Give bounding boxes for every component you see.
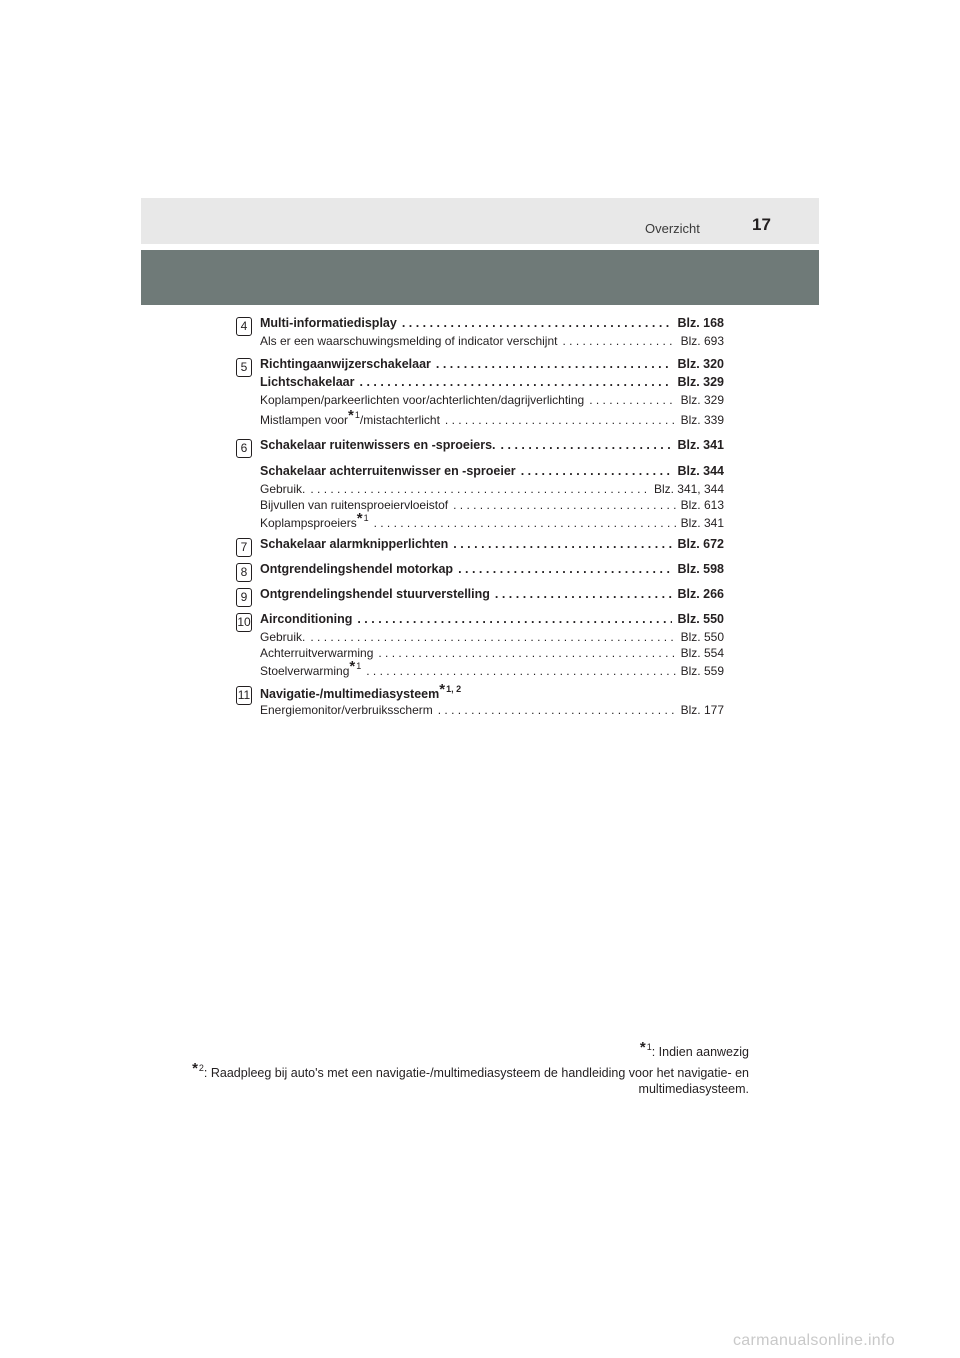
index-group (236, 438, 724, 530)
page-reference[interactable]: Blz. 341 (677, 438, 724, 452)
dot-leader (360, 375, 673, 389)
index-entry[interactable] (260, 357, 724, 375)
dot-leader (378, 646, 675, 660)
page-reference[interactable]: Blz. 266 (677, 587, 724, 601)
dot-leader (521, 464, 673, 478)
entry-label (260, 681, 462, 702)
index-group (236, 681, 724, 719)
entry-label: Gebruik. (260, 482, 306, 496)
dot-leader (357, 612, 672, 626)
footnote-ref: 1 (363, 513, 369, 523)
index-group (236, 316, 724, 350)
asterisk-icon: * (439, 681, 446, 698)
page-reference[interactable]: Blz. 554 (680, 646, 724, 660)
page-reference[interactable]: Blz. 344 (677, 464, 724, 478)
dot-leader (438, 703, 676, 717)
callout-number-badge: 11 (236, 686, 252, 705)
page-reference[interactable]: Blz. 550 (677, 612, 724, 626)
footnote-ref: 1 (356, 661, 362, 671)
index-group (236, 562, 724, 580)
dot-leader (458, 562, 672, 576)
dot-leader (374, 516, 676, 530)
page-reference[interactable]: Blz. 168 (677, 316, 724, 330)
index-subentry[interactable] (260, 498, 724, 514)
page-reference[interactable]: Blz. 341, 344 (653, 482, 724, 496)
dot-leader (310, 630, 675, 644)
page-reference[interactable]: Blz. 341 (680, 516, 724, 530)
entry-label-text: /mistachterlicht (359, 413, 440, 427)
entry-label (260, 510, 369, 531)
entry-label (260, 658, 362, 679)
index-entry[interactable] (260, 612, 724, 630)
dot-leader (453, 498, 676, 512)
entry-label-text: Mistlampen voor (260, 413, 349, 427)
entry-label-text: Stoelverwarming (260, 664, 350, 678)
index-subentry[interactable] (260, 658, 724, 678)
entry-label: Koplampen/parkeerlichten voor/achterlichten/dagrijverlichting (260, 393, 585, 407)
callout-number-badge: 4 (236, 317, 252, 336)
entry-label-text: Koplampsproeiers (260, 516, 357, 530)
footnote-ref: 1, 2 (446, 684, 462, 694)
page-reference[interactable]: Blz. 598 (677, 562, 724, 576)
callout-number-badge: 10 (236, 613, 252, 632)
index-entry[interactable] (260, 464, 724, 482)
entry-label: Schakelaar alarmknipperlichten (260, 537, 449, 551)
index-subentry[interactable] (260, 510, 724, 530)
entry-label: Multi-informatiedisplay (260, 316, 397, 330)
asterisk-icon: * (348, 407, 354, 424)
entry-label-text: Navigatie-/multimediasysteem (260, 687, 440, 701)
page-reference[interactable]: Blz. 550 (680, 630, 724, 644)
page-reference[interactable]: Blz. 693 (680, 334, 724, 348)
header-bar (141, 198, 819, 244)
page-reference[interactable]: Blz. 672 (677, 537, 724, 551)
header-band (141, 250, 819, 305)
dot-leader (366, 664, 675, 678)
dot-leader (402, 316, 673, 330)
index-group (236, 537, 724, 555)
footnotes (189, 1039, 749, 1101)
dot-leader (453, 537, 672, 551)
section-title: Overzicht (645, 221, 700, 236)
entry-label: Richtingaanwijzerschakelaar (260, 357, 431, 371)
entry-label: Gebruik. (260, 630, 306, 644)
index-subentry[interactable] (260, 393, 724, 409)
entry-label: Bijvullen van ruitensproeiervloeistof (260, 498, 449, 512)
dot-leader (436, 357, 673, 371)
dot-leader (495, 587, 673, 601)
index-entry[interactable] (260, 562, 724, 580)
callout-number-badge: 7 (236, 538, 252, 557)
footnote-1: *$^1$: Indien aanwezig (639, 1039, 749, 1059)
dot-leader (501, 438, 673, 452)
dot-leader (589, 393, 675, 407)
entry-label: Lichtschakelaar (260, 375, 355, 389)
page-reference[interactable]: Blz. 177 (680, 703, 724, 717)
index-entry[interactable] (260, 438, 724, 456)
entry-label: Als er een waarschuwingsmelding of indicator verschijnt (260, 334, 558, 348)
entry-label: Energiemonitor/verbruiksscherm (260, 703, 433, 717)
page-reference[interactable]: Blz. 329 (677, 375, 724, 389)
callout-number-badge: 5 (236, 358, 252, 377)
asterisk-icon: * (356, 510, 363, 527)
dot-leader (445, 413, 676, 427)
index-entry[interactable] (260, 681, 724, 703)
asterisk-icon: * (349, 658, 356, 675)
entry-label: Ontgrendelingshendel motorkap (260, 562, 454, 576)
index-subentry[interactable] (260, 703, 724, 719)
footnote-2: *$^2$: Raadpleeg bij auto's met een navigatie-/multimediasysteem de handleiding voor het navigatie- en multimediasysteem. (192, 1060, 749, 1096)
callout-number-badge: 6 (236, 439, 252, 458)
callout-number-badge: 9 (236, 588, 252, 607)
page-reference[interactable]: Blz. 329 (680, 393, 724, 407)
index-subentry[interactable] (260, 646, 724, 662)
entry-label: Ontgrendelingshendel stuurverstelling (260, 587, 490, 601)
watermark: carmanualsonline.info (733, 1332, 895, 1349)
callout-number-badge: 8 (236, 563, 252, 582)
asterisk-icon: * (192, 1060, 198, 1077)
page-number: 17 (752, 215, 771, 234)
dot-leader (562, 334, 675, 348)
index-group (236, 357, 724, 431)
entry-label: Airconditioning (260, 612, 353, 626)
entry-label: Achterruitverwarming (260, 646, 374, 660)
index-group (236, 587, 724, 605)
index-entry[interactable] (260, 375, 724, 393)
page-reference[interactable]: Blz. 613 (680, 498, 724, 512)
footnote-ref: 1 (354, 410, 360, 420)
index-subentry[interactable] (260, 630, 724, 646)
page-reference[interactable]: Blz. 320 (677, 357, 724, 371)
index-subentry[interactable] (260, 334, 724, 350)
index-subentry[interactable] (260, 482, 724, 498)
index-subentry[interactable] (260, 407, 724, 431)
asterisk-icon: * (639, 1039, 646, 1056)
entry-label (260, 407, 440, 428)
index-entry[interactable] (260, 316, 724, 334)
entry-label: Schakelaar ruitenwissers en -sproeiers. (260, 438, 496, 452)
page-reference[interactable]: Blz. 559 (680, 664, 724, 678)
entry-label: Schakelaar achterruitenwisser en -sproeier (260, 464, 516, 478)
index-entry[interactable] (260, 587, 724, 605)
index-entries (236, 316, 724, 726)
page-reference[interactable]: Blz. 339 (680, 413, 724, 427)
index-entry[interactable] (260, 537, 724, 555)
index-group (236, 612, 724, 678)
dot-leader (310, 482, 649, 496)
